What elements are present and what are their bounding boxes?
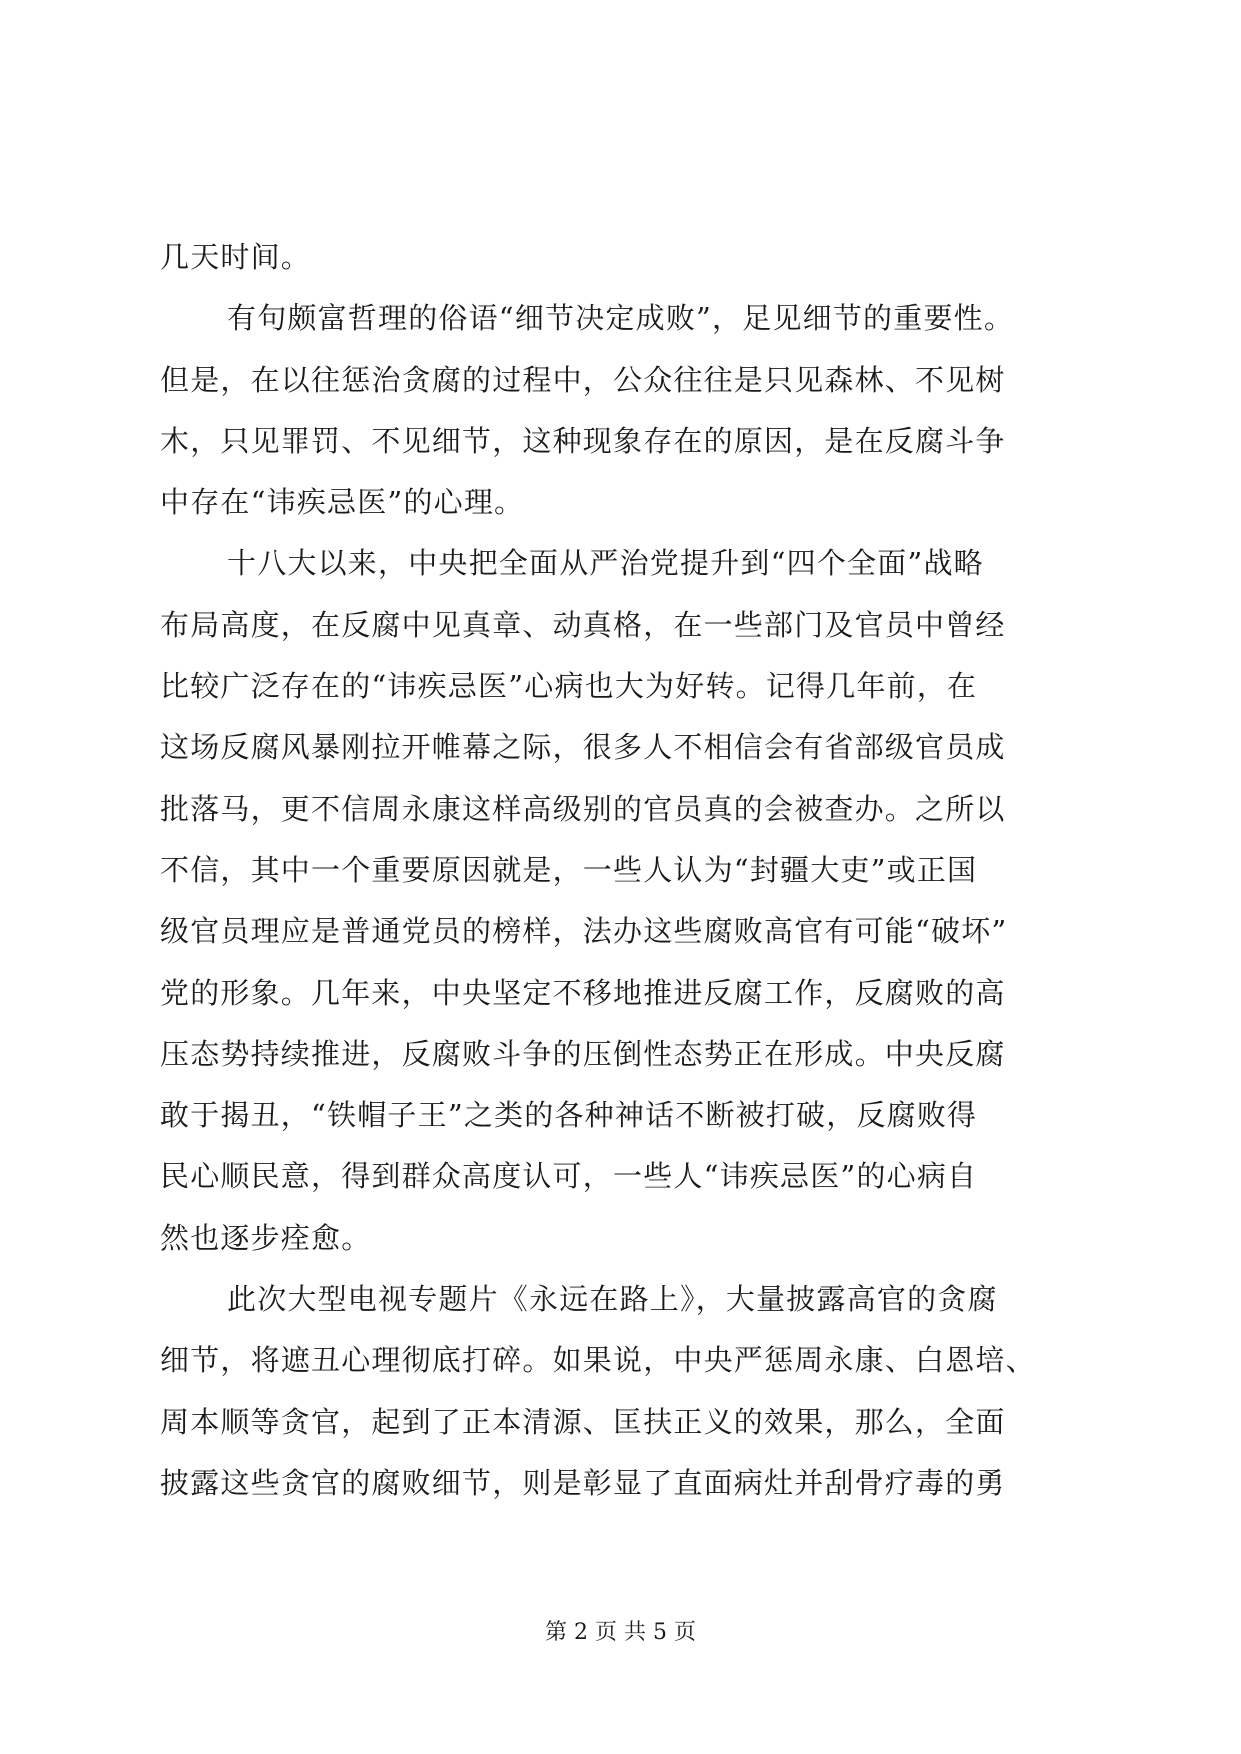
text-line: 级官员理应是普通党员的榜样，法办这些腐败高官有可能“破坏” [160, 914, 1008, 949]
text-line: 批落马，更不信周永康这样高级别的官员真的会被查办。之所以 [160, 791, 1006, 826]
text-line: 布局高度，在反腐中见真章、动真格，在一些部门及官员中曾经 [160, 607, 1006, 642]
text-line: 但是，在以往惩治贪腐的过程中，公众往往是只见森林、不见树 [160, 362, 1006, 397]
text-line: 十八大以来，中央把全面从严治党提升到“四个全面”战略 [227, 546, 984, 581]
text-line: 几天时间。 [160, 240, 312, 274]
text-line: 此次大型电视专题片《永远在路上》，大量披露高官的贪腐 [227, 1282, 998, 1317]
document-body [160, 227, 1090, 1514]
text-line: 有句颇富哲理的俗语“细节决定成败”，足见细节的重要性。 [227, 301, 1015, 336]
text-line: 压态势持续推进，反腐败斗争的压倒性态势正在形成。中央反腐 [160, 1036, 1006, 1071]
text-line: 这场反腐风暴刚拉开帷幕之际，很多人不相信会有省部级官员成 [160, 730, 1006, 765]
text-line: 比较广泛存在的“讳疾忌医”心病也大为好转。记得几年前，在 [160, 669, 978, 704]
text-line: 细节，将遮丑心理彻底打碎。如果说，中央严惩周永康、白恩培、 [160, 1343, 1036, 1378]
text-line: 周本顺等贪官，起到了正本清源、匡扶正义的效果，那么，全面 [160, 1404, 1006, 1439]
page-footer: 第 2 页 共 5 页 [545, 1620, 696, 1645]
text-line: 木，只见罪罚、不见细节，这种现象存在的原因，是在反腐斗争 [160, 423, 1006, 458]
text-line: 不信，其中一个重要原因就是，一些人认为“封疆大吏”或正国 [160, 852, 978, 887]
text-line: 民心顺民意，得到群众高度认可，一些人“讳疾忌医”的心病自 [160, 1159, 978, 1194]
text-line: 披露这些贪官的腐败细节，则是彰显了直面病灶并刮骨疗毒的勇 [160, 1465, 1006, 1500]
text-line: 敢于揭丑，“铁帽子王”之类的各种神话不断被打破，反腐败得 [160, 1098, 978, 1133]
text-line: 党的形象。几年来，中央坚定不移地推进反腐工作，反腐败的高 [160, 975, 1006, 1010]
text-line: 然也逐步痊愈。 [160, 1220, 372, 1255]
text-line: 中存在“讳疾忌医”的心理。 [160, 485, 525, 520]
